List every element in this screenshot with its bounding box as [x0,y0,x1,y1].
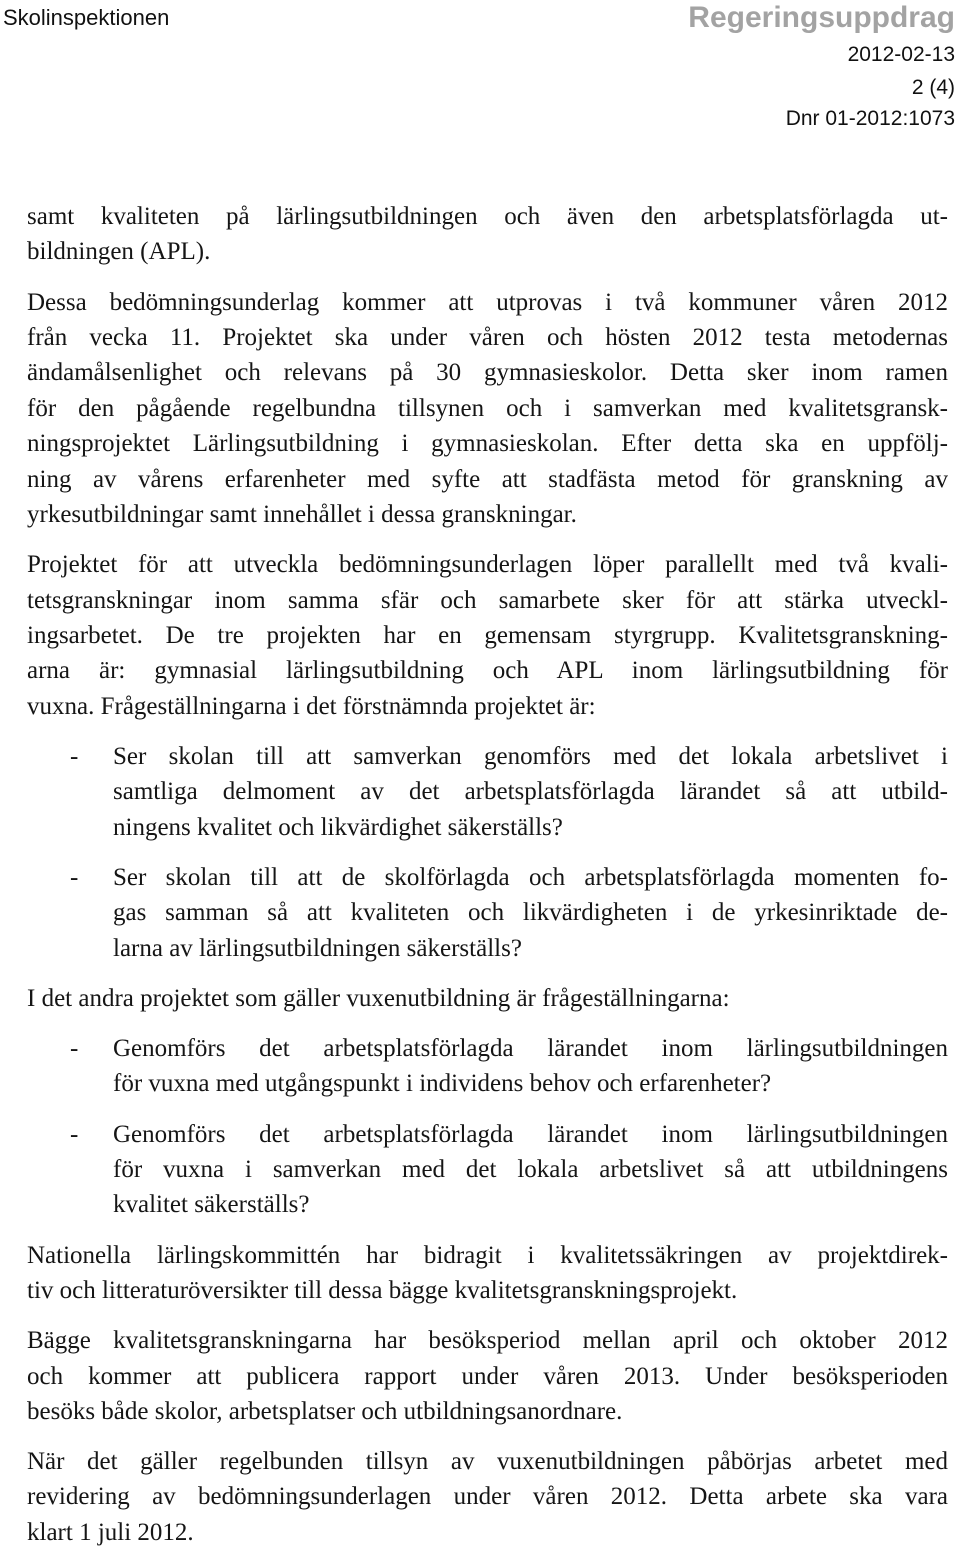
list-marker: - [70,742,79,770]
text-line: ningens kvalitet och likvärdighet säkerställs? [113,813,563,841]
text-line: för den pågående regelbundna tillsynen och i samverkan med kvalitetsgransk- [27,394,948,422]
list-marker: - [70,1120,79,1148]
text-line: kvalitet säkerställs? [113,1191,310,1219]
text-line: från vecka 11. Projektet ska under våren och hösten 2012 testa metodernas [27,323,948,351]
text-line: Projektet för att utveckla bedömningsunderlagen löper parallellt med två kvali- [27,551,948,579]
text-line: bildningen (APL). [27,238,211,266]
organization-name: Skolinspektionen [3,5,170,30]
text-line: ningsprojektet Lärlingsutbildning i gymnasieskolan. Efter detta ska en uppfölj- [27,430,948,458]
paragraph [27,981,948,1016]
document-body [27,199,948,1550]
list-item [27,860,948,966]
paragraph [27,199,948,270]
text-line: Ser skolan till att de skolförlagda och arbetsplatsförlagda momenten fo- [113,863,948,891]
document-date: 2012-02-13 [847,43,955,66]
text-line: Genomförs det arbetsplatsförlagda lärandet inom lärlingsutbildningen [113,1120,948,1148]
paragraph [27,1323,948,1429]
text-line: När det gäller regelbunden tillsyn av vuxenutbildningen påbörjas arbetet med [27,1448,948,1476]
text-line: och kommer att publicera rapport under våren 2013. Under besöksperioden [27,1362,948,1390]
paragraph [27,1238,948,1309]
text-line: Genomförs det arbetsplatsförlagda lärandet inom lärlingsutbildningen [113,1034,948,1062]
text-line: larna av lärlingsutbildningen säkerställs? [113,934,522,962]
text-line: ändamålsenlighet och relevans på 30 gymnasieskolor. Detta sker inom ramen [27,359,948,387]
list-marker: - [70,1034,79,1062]
text-line: yrkesutbildningar samt innehållet i dessa granskningar. [27,500,577,528]
text-line: för vuxna med utgångspunkt i individens behov och erfarenheter? [113,1070,772,1098]
list-item [27,1117,948,1223]
text-line: tiv och litteraturöversikter till dessa bägge kvalitetsgranskningsprojekt. [27,1276,738,1304]
text-line: besöks både skolor, arbetsplatser och utbildningsanordnare. [27,1397,623,1425]
text-line: Ser skolan till att samverkan genomförs med det lokala arbetslivet i [113,742,948,770]
text-line: samtliga delmoment av det arbetsplatsförlagda lärandet så att utbild- [113,778,948,806]
text-line: vuxna. Frågeställningarna i det förstnämnda projektet är: [27,692,596,720]
paragraph [27,285,948,533]
reference-number: Dnr 01-2012:1073 [785,107,955,130]
text-line: Nationella lärlingskommittén har bidragit i kvalitetssäkringen av projektdirek- [27,1241,948,1269]
text-line: tetsgranskningar inom samma sfär och samarbete sker för att stärka utveckl- [27,586,948,614]
list-marker: - [70,863,79,891]
text-line: Bägge kvalitetsgranskningarna har besöksperiod mellan april och oktober 2012 [27,1327,948,1355]
page-number: 2 (4) [911,76,955,99]
paragraph [27,1444,948,1550]
text-line: för vuxna i samverkan med det lokala arbetslivet så att utbildningens [113,1155,948,1183]
document-type: Regeringsuppdrag [688,1,955,34]
text-line: ingsarbetet. De tre projekten har en gemensam styrgrupp. Kvalitetsgranskning- [27,621,948,649]
text-line: revidering av bedömningsunderlagen under våren 2012. Detta arbete ska vara [27,1483,948,1511]
text-line: klart 1 juli 2012. [27,1518,194,1546]
list-item [27,1031,948,1102]
text-line: I det andra projektet som gäller vuxenutbildning är frågeställningarna: [27,984,730,1012]
text-line: Dessa bedömningsunderlag kommer att utprovas i två kommuner våren 2012 [27,288,948,316]
paragraph [27,547,948,724]
text-line: gas samman så att kvaliteten och likvärdigheten i de yrkesinriktade de- [113,899,948,927]
list-item [27,739,948,845]
text-line: ning av vårens erfarenheter med syfte att stadfästa metod för granskning av [27,465,948,493]
text-line: arna är: gymnasial lärlingsutbildning och APL inom lärlingsutbildning för [27,657,948,685]
text-line: samt kvaliteten på lärlingsutbildningen och även den arbetsplatsförlagda ut- [27,203,948,230]
